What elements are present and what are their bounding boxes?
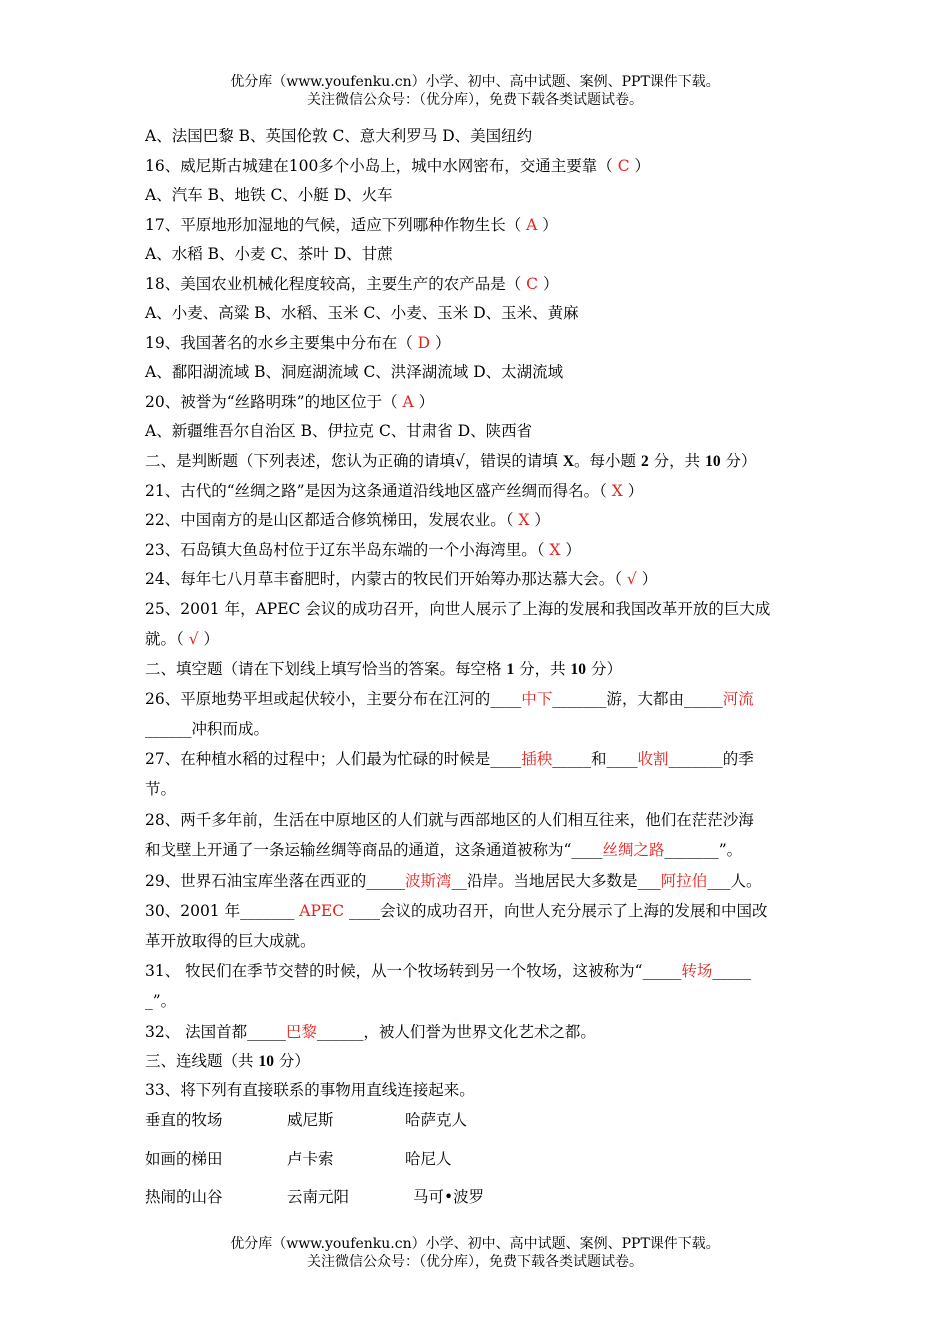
q26-text: 26、平原地势平坦或起伏较小，主要分布在江河的____ [145,690,522,708]
match-col1-item: 如画的梯田 [145,1150,223,1168]
q22-answer: X [518,511,530,529]
q30-line2: 革开放取得的巨大成就。 [145,932,316,950]
match-col2-item: 威尼斯 [287,1111,334,1129]
q31-text2: _____ [712,962,752,980]
q21 [145,481,643,501]
q20-options: A、新疆维吾尔自治区 B、伊拉克 C、甘肃省 D、陕西省 [145,422,533,440]
q25-answer: √ [188,630,199,648]
q19-answer: D [417,334,431,352]
judge-heading-points: 2 [640,453,649,470]
q26-answer2: 河流 [722,690,754,708]
q26-answer1: 中下 [521,690,553,708]
q24-end: ） [636,570,658,588]
q26-line1 [145,689,754,709]
judge-heading-text2: 。每小题 [574,452,641,470]
match-heading-text: 三、连线题（共 [145,1052,259,1070]
q32 [145,1022,596,1042]
q24-answer: √ [626,570,637,588]
fill-heading-total: 10 [570,661,587,678]
fill-heading-points: 1 [506,661,515,678]
q20-end: ） [413,393,435,411]
q24-text: 24、每年七八月草丰畜肥时，内蒙古的牧民们开始筹办那达慕大会。（ [145,570,627,588]
judge-heading [145,451,757,472]
q28-text: 和戈壁上开通了一条运输丝绸等商品的通道，这条通道被称为“____ [145,841,603,859]
q28-text2: _______”。 [664,841,743,859]
q31-line1 [145,961,751,981]
q32-answer: 巴黎 [285,1023,317,1041]
q17 [145,215,558,235]
q29-text2: __沿岸。当地居民大多数是___ [451,872,661,890]
judge-heading-text3: 分，共 [648,452,706,470]
q29-text: 29、世界石油宝库坐落在西亚的_____ [145,872,405,890]
q18-end: ） [538,275,559,293]
q23-text: 23、石岛镇大鱼岛村位于辽东半岛东端的一个小海湾里。（ [145,541,550,559]
q27-text2: _____和____ [552,750,638,768]
q19 [145,333,451,353]
q16-text: 16、威尼斯古城建在100多个小岛上，城中水网密布，交通主要靠（ [145,157,618,175]
q29-answer1: 波斯湾 [404,872,452,890]
q32-text2: ______，被人们誉为世界文化艺术之都。 [316,1023,596,1041]
q21-end: ） [622,482,644,500]
match-col3-item: 哈萨克人 [405,1111,468,1129]
fill-heading-text3: 分） [586,660,622,678]
q18-options: A、小麦、高粱 B、水稻、玉米 C、小麦、玉米 D、玉米、黄麻 [145,304,579,322]
q15-options: A、法国巴黎 B、英国伦敦 C、意大利罗马 D、美国纽约 [145,127,533,145]
q31-answer: 转场 [681,962,713,980]
match-col3-item: 哈尼人 [405,1150,452,1168]
q28-line1: 28、两千多年前，生活在中原地区的人们就与西部地区的人们相互往来，他们在茫茫沙海 [145,811,754,829]
q16 [145,156,650,176]
match-col1-item: 垂直的牧场 [145,1111,223,1129]
match-col1-item: 热闹的山谷 [145,1188,223,1206]
q25-text: 就。（ [145,630,189,648]
q20-answer: A [402,393,414,411]
page-header-line2: 关注微信公众号：（优分库），免费下载各类试题试卷。 [307,92,643,108]
q30-text2: ____会议的成功召开，向世人充分展示了上海的发展和中国改 [344,902,768,920]
q33: 33、将下列有直接联系的事物用直线连接起来。 [145,1081,475,1099]
q23-end: ） [560,541,581,559]
q25-line2 [145,629,219,649]
q26-line2: ______冲积而成。 [145,720,270,738]
q21-answer: X [611,482,623,500]
q24 [145,569,657,589]
q17-text: 17、平原地形加湿地的气候，适应下列哪种作物生长（ [145,216,527,234]
q19-end: ） [430,334,451,352]
judge-heading-text4: 分） [720,452,757,470]
fill-heading [145,659,622,680]
q16-answer: C [617,157,630,175]
q27-line2: 节。 [145,780,177,798]
match-heading-text2: 分） [273,1052,310,1070]
judge-heading-x: X [562,453,575,470]
q31-text: 31、 牧民们在季节交替的时候，从一个牧场转到另一个牧场，这被称为“_____ [145,962,682,980]
q21-text: 21、古代的“丝绸之路”是因为这条通道沿线地区盛产丝绸而得名。（ [145,482,612,500]
q20 [145,392,434,412]
q23 [145,540,581,560]
page-footer-line1: 优分库（www.youfenku.cn）小学、初中、高中试题、案例、PPT课件下载。 [230,1236,720,1252]
page-footer-line2: 关注微信公众号：（优分库），免费下载各类试题试卷。 [307,1254,643,1270]
fill-heading-text2: 分，共 [514,660,571,678]
q27-line1 [145,749,754,769]
q18-text: 18、美国农业机械化程度较高，主要生产的农产品是（ [145,275,527,293]
q17-end: ） [537,216,558,234]
q18 [145,274,558,294]
match-col2-item: 云南元阳 [287,1188,350,1206]
q27-answer1: 插秧 [521,750,553,768]
match-col3-item: 马可•波罗 [413,1188,485,1206]
fill-heading-text: 二、填空题（请在下划线上填写恰当的答案。每空格 [145,660,507,678]
judge-heading-total: 10 [705,453,721,470]
q30-text: 30、2001 年_______ [145,902,300,920]
page-header-line1: 优分库（www.youfenku.cn）小学、初中、高中试题、案例、PPT课件下载。 [230,74,720,90]
q27-text: 27、在种植水稻的过程中；人们最为忙碌的时候是____ [145,750,522,768]
q18-answer: C [526,275,539,293]
q29-text3: ___人。 [707,872,762,890]
q20-text: 20、被誉为“丝路明珠”的地区位于（ [145,393,403,411]
q27-answer2: 收割 [637,750,669,768]
q26-text2: _______游，大都由_____ [552,690,723,708]
q25-end: ） [198,630,220,648]
q16-end: ） [629,157,651,175]
q22 [145,510,550,530]
match-heading-total: 10 [258,1053,274,1070]
match-col2-item: 卢卡索 [287,1150,334,1168]
q32-text: 32、 法国首都_____ [145,1023,286,1041]
q29-answer2: 阿拉伯 [660,872,708,890]
q27-text3: _______的季 [668,750,754,768]
judge-heading-text: 二、是判断题（下列表述，您认为正确的请填√，错误的请填 [145,452,563,470]
q17-options: A、水稻 B、小麦 C、茶叶 D、甘蔗 [145,245,393,263]
q17-answer: A [526,216,538,234]
q31-line2: _”。 [145,992,177,1010]
q29 [145,871,762,891]
q22-text: 22、中国南方的是山区都适合修筑梯田，发展农业。（ [145,511,519,529]
q25-line1: 25、2001 年，APEC 会议的成功召开，向世人展示了上海的发展和我国改革开放的巨大成 [145,600,771,618]
q19-text: 19、我国著名的水乡主要集中分布在（ [145,334,418,352]
q30-answer: APEC [299,902,345,920]
q28-answer: 丝绸之路 [602,841,665,859]
q28-line2 [145,840,742,860]
q19-options: A、鄱阳湖流域 B、洞庭湖流域 C、洪泽湖流域 D、太湖流域 [145,363,564,381]
q23-answer: X [549,541,561,559]
q30-line1 [145,901,768,921]
match-heading [145,1051,310,1072]
q16-options: A、汽车 B、地铁 C、小艇 D、火车 [145,186,393,204]
q22-end: ） [529,511,550,529]
